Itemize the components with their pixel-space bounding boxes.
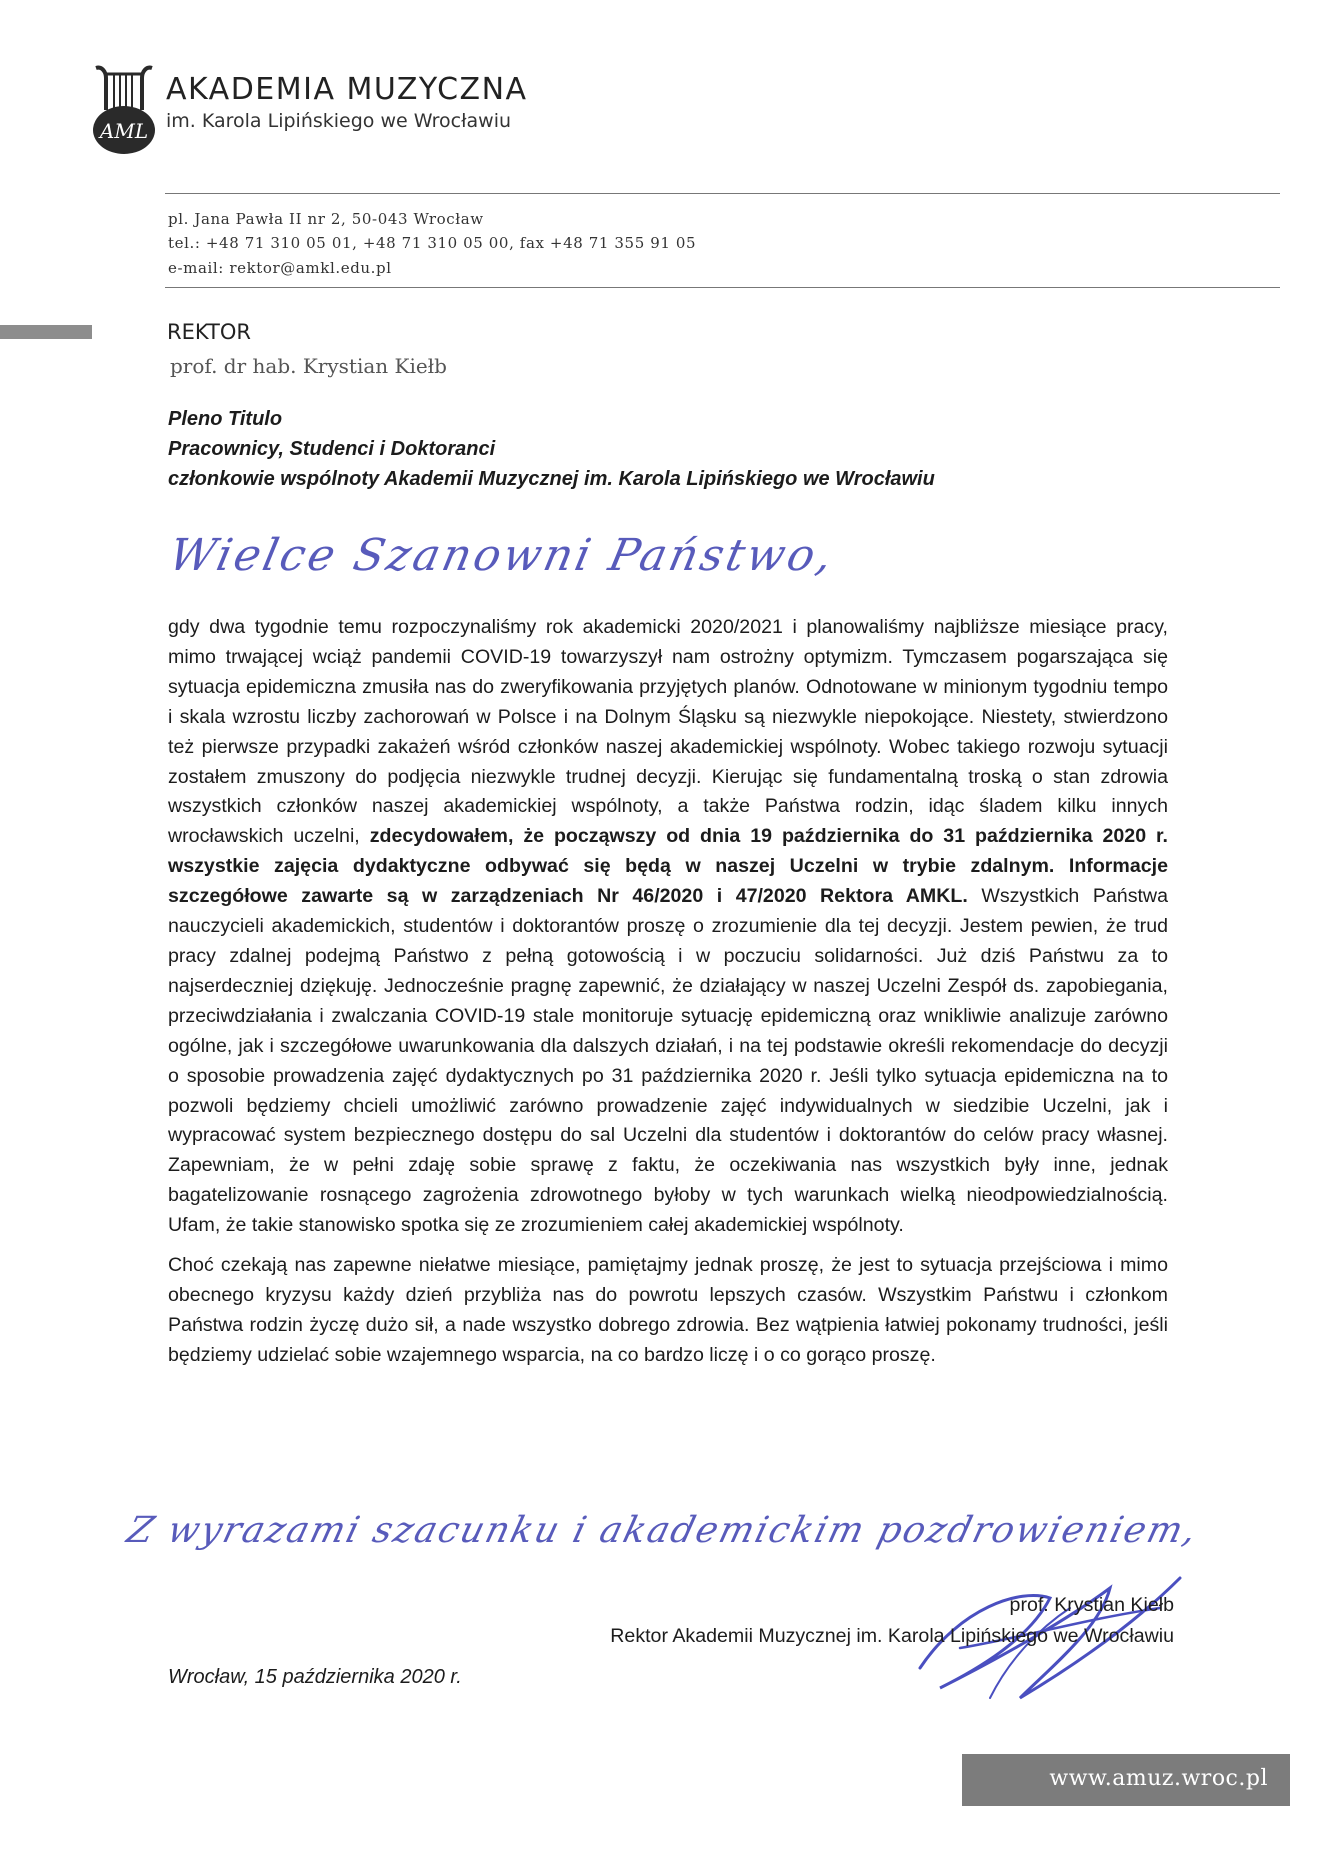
- logo-emblem: AML: [99, 119, 149, 143]
- body-paragraph-1-part-a: gdy dwa tygodnie temu rozpoczynaliśmy rok akademicki 2020/2021 i planowaliśmy najbliższe miesiące pracy, mimo trwającej wciąż pandemii COVID-19 towarzyszył nam ostrożny optymizm. Tymczasem pogarszająca się sytuacja epidemiczna zmusiła nas do zweryfikowania przyjętych planów. Odnotowane w minionym tygodniu tempo i skala wzrostu liczby zachorowań w Polsce i na Dolnym Śląsku są niezwykle niepokojące. Niestety, stwierdzono też pierwsze przypadki zakażeń wśród członków naszej akademickiej wspólnoty. Wobec takiego rozwoju sytuacji zostałem zmuszony do podjęcia niezwykle trudnej decyzji. Kierując się fundamentalną troską o stan zdrowia wszystkich członków naszej akademickiej wspólnoty, a także Państwa rodzin, idąc śladem kilku innych wrocławskich uczelni,: [168, 616, 1168, 848]
- footer-website-link[interactable]: www.amuz.wroc.pl: [1049, 1766, 1268, 1791]
- handwritten-closing: Z wyrazami szacunku i akademickim pozdrowieniem,: [122, 1510, 1203, 1551]
- body-paragraph-2: Choć czekają nas zapewne niełatwe miesiące, pamiętajmy jednak proszę, że jest to sytuacja przejściowa i mimo obecnego kryzysu każdy dzień przybliża nas do powrotu lepszych czasów. Wszystkim Państwu i członkom Państwa rodzin życzę dużo sił, a nade wszystko dobrego zdrowia. Bez wątpienia łatwiej pokonamy trudności, jeśli będziemy udzielać sobie wzajemnego wsparcia, na co bardzo liczę i o co gorąco proszę.: [168, 1254, 1168, 1366]
- body-paragraph-1-bold: zdecydowałem, że począwszy od dnia 19 października do 31 października 2020 r. wszystkie zajęcia dydaktyczne odbywać się będą w naszej Uczelni w trybie zdalnym. Informacje szczegółowe zawarte są w zarządzeniach Nr 46/2020 i 47/2020 Rektora AMKL.: [168, 825, 1168, 908]
- addressee-line-2: Pracownicy, Studenci i Doktoranci: [168, 438, 496, 460]
- letter-body: [168, 613, 1168, 1381]
- sender-title: REKTOR: [167, 320, 251, 344]
- phone-numbers: tel.: +48 71 310 05 01, +48 71 310 05 00, fax +48 71 355 91 05: [168, 234, 697, 252]
- lyre-logo-icon: [90, 64, 158, 156]
- signatory-name: prof. Krystian Kiełb: [1009, 1594, 1174, 1616]
- footer-bar: [962, 1754, 1290, 1806]
- signatory-role: Rektor Akademii Muzycznej im. Karola Lipińskiego we Wrocławiu: [610, 1625, 1174, 1647]
- addressee-line-1: Pleno Titulo: [168, 408, 283, 430]
- header-rule-bottom: [165, 287, 1280, 288]
- handwritten-greeting: Wielce Szanowni Państwo,: [164, 530, 840, 581]
- institution-subtitle: im. Karola Lipińskiego we Wrocławiu: [166, 110, 512, 132]
- place-and-date: Wrocław, 15 października 2020 r.: [168, 1666, 462, 1688]
- sender-name: prof. dr hab. Krystian Kiełb: [170, 354, 447, 378]
- body-paragraph-1: [168, 613, 1168, 1241]
- header-rule-top: [165, 193, 1280, 194]
- body-paragraph-1-part-c: Wszystkich Państwa nauczycieli akademickich, studentów i doktorantów proszę o zrozumienie dla tej decyzji. Jestem pewien, że trud pracy zdalnej podejmą Państwo z pełną gotowością i w poczuciu solidarności. Już dziś Państwu za to najserdeczniej dziękuję. Jednocześnie pragnę zapewnić, że działający w naszej Uczelni Zespół ds. zapobiegania, przeciwdziałania i zwalczania COVID-19 stale monitoruje sytuację epidemiczną oraz wnikliwie analizuje zarówno ogólne, jak i szczegółowe uwarunkowania dla dalszych działań, i na tej podstawie określi rekomendacje do decyzji o sposobie prowadzenia zajęć dydaktycznych po 31 października 2020 r. Jeśli tylko sytuacja epidemiczna na to pozwoli będziemy chcieli umożliwić zarówno prowadzenie zajęć indywidualnych w siedzibie Uczelni, jak i wypracować system bezpiecznego dostępu do sal Uczelni dla studentów i doktorantów do celów pracy własnej. Zapewniam, że w pełni zdaję sobie sprawę z faktu, że oczekiwania nas wszystkich były inne, jednak bagatelizowanie rosnącego zagrożenia zdrowotnego byłoby w tych warunkach wielką nieodpowiedzialnością. Ufam, że takie stanowisko spotka się ze zrozumieniem całej akademickiej wspólnoty.: [168, 885, 1168, 1237]
- addressee-line-3: członkowie wspólnoty Akademii Muzycznej im. Karola Lipińskiego we Wrocławiu: [168, 468, 935, 490]
- institution-name: AKADEMIA MUZYCZNA: [166, 72, 528, 107]
- margin-marker: [0, 325, 92, 339]
- email-address: e-mail: rektor@amkl.edu.pl: [168, 259, 392, 277]
- postal-address: pl. Jana Pawła II nr 2, 50-043 Wrocław: [168, 210, 484, 228]
